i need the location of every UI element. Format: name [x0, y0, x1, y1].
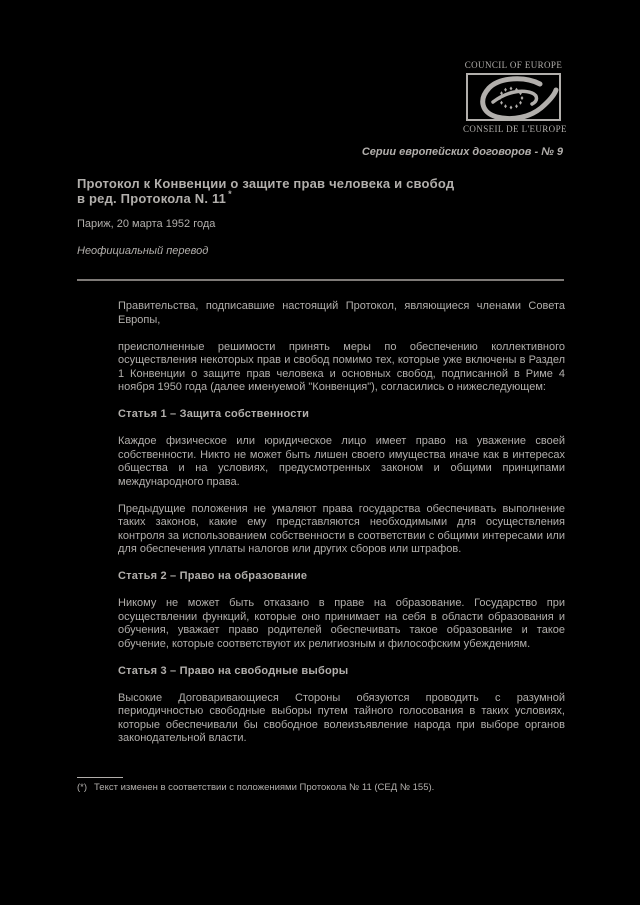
- article-3-paragraph: Высокие Договаривающиеся Стороны обязуются проводить с разумной периодичностью свободные выборы путем тайного голосования в таких условиях, которые обеспечивали бы свободное волеизъявление народа при выборе органов законодательной власти.: [118, 691, 565, 744]
- footnote: [77, 777, 564, 794]
- footnote-text: Текст изменен в соответствии с положениями Протокола № 11 (СЕД № 155).: [94, 782, 435, 793]
- title-footnote-marker: *: [228, 189, 232, 200]
- article-1-paragraph: Каждое физическое или юридическое лицо имеет право на уважение своей собственности. Никто не может быть лишен своего имущества иначе как в интересах общества и на условиях, предусмотренных законом и общими принципами международного права.: [118, 435, 565, 488]
- header-divider: [77, 279, 564, 281]
- logo-bottom-caption: CONSEIL DE L'EUROPE: [463, 124, 567, 134]
- footnote-divider: [77, 777, 123, 778]
- coe-emblem-icon: [466, 73, 561, 121]
- preamble-paragraph: Правительства, подписавшие настоящий Протокол, являющиеся членами Совета Европы,: [118, 300, 565, 326]
- article-3-heading: Статья 3 – Право на свободные выборы: [118, 664, 349, 677]
- preamble-paragraph: преисполненные решимости принять меры по обеспечению коллективного осуществления некоторых прав и свобод помимо тех, которые уже включены в Раздел 1 Конвенции о защите прав человека и основных свобод, подписанной в Риме 4 ноября 1950 года (далее именуемой "Конвенция"), согласились о нижеследующем:: [118, 340, 565, 393]
- document-title: [77, 176, 564, 206]
- document-title-line1: Протокол к Конвенции о защите прав человека и свобод: [77, 175, 455, 191]
- article-2-heading: Статья 2 – Право на образование: [118, 570, 308, 582]
- place-and-date: Париж, 20 марта 1952 года: [77, 218, 216, 230]
- article-1-heading: Статья 1 – Защита собственности: [118, 408, 310, 420]
- logo-top-caption: COUNCIL OF EUROPE: [464, 60, 563, 70]
- article-1-paragraph: Предыдущие положения не умаляют права государства обеспечивать выполнение таких законов, какие ему представляются необходимыми для осуществления контроля за использованием собственности в соответствии с общими интересами или для обеспечения уплаты налогов или других сборов или штрафов.: [118, 502, 565, 555]
- translation-note: Неофициальный перевод: [77, 245, 209, 257]
- footnote-marker: (*): [77, 782, 88, 793]
- document-title-line2: в ред. Протокола N. 11: [77, 190, 227, 206]
- council-of-europe-logo: [463, 60, 567, 134]
- footnote-text-line: [77, 782, 564, 794]
- document-body: [118, 300, 565, 759]
- treaty-series-label: Серии европейских договоров - № 9: [361, 146, 563, 158]
- article-2-paragraph: Никому не может быть отказано в праве на образование. Государство при осуществлении функций, которые оно принимает на себя в области образования и обучения, уважает право родителей обеспечивать такое образование и такое обучение, которые соответствуют их религиозным и философским убеждениям.: [118, 597, 565, 650]
